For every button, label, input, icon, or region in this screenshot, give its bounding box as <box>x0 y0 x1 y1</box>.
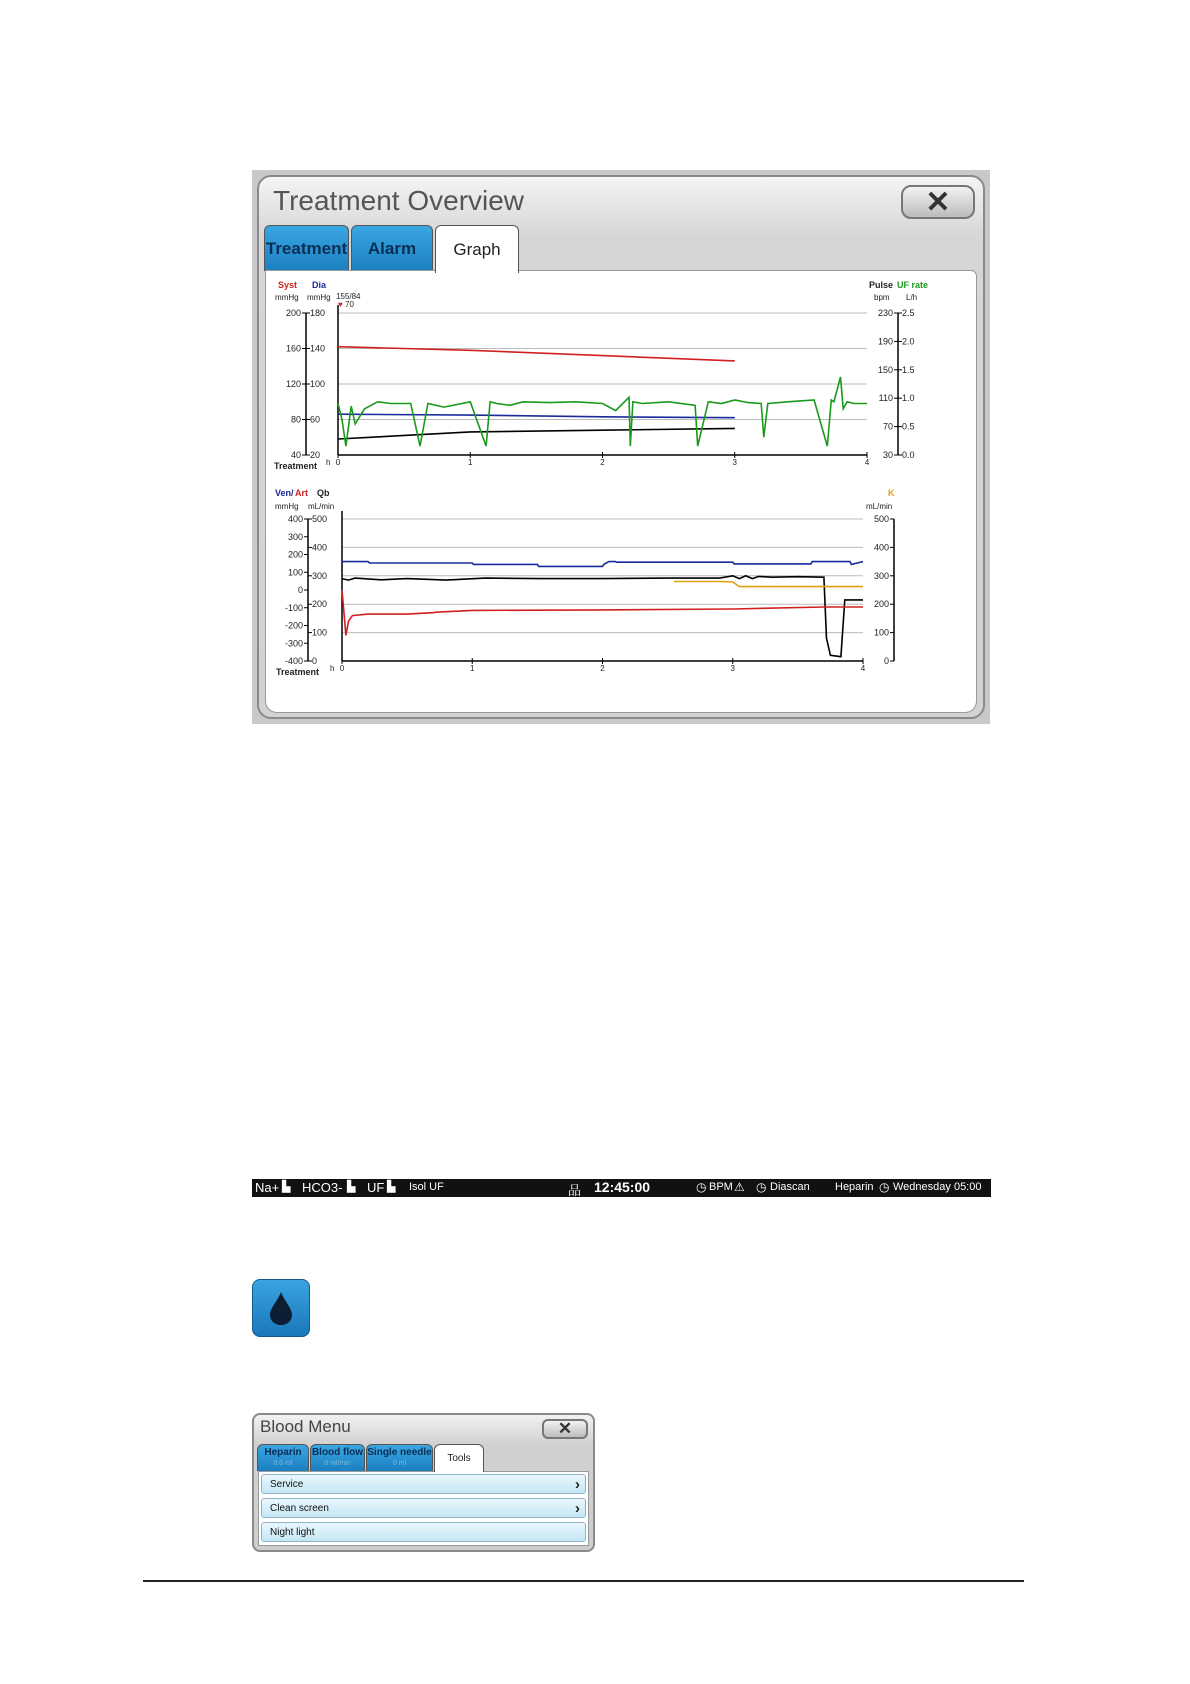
left-tick-label: 80 <box>290 414 301 425</box>
uf-unit-label: L/h <box>906 293 918 302</box>
network-icon: 品 <box>568 1183 582 1198</box>
tab-sublabel: 0.0 ml <box>273 1460 293 1467</box>
right-tick-label: 0.5 <box>902 421 915 432</box>
left-tick-label: -200 <box>284 620 303 631</box>
profile-icon: ▙ <box>387 1181 396 1193</box>
pressure-unit-label: mmHg <box>275 502 299 511</box>
left-tick-label: 160 <box>285 343 301 354</box>
left-tick-label: 140 <box>310 343 326 354</box>
treatment-overview-window <box>252 170 990 724</box>
uf-rate-label: UF rate <box>897 280 929 290</box>
tab-heparin[interactable] <box>257 1444 309 1471</box>
na-indicator: Na+ <box>255 1180 280 1195</box>
right-tick-label: 300 <box>873 570 889 581</box>
syst-unit-label: mmHg <box>275 293 299 302</box>
left-tick-label: 60 <box>310 414 321 425</box>
right-tick-label: 200 <box>873 599 889 610</box>
series-line <box>338 377 867 446</box>
left-tick-label: 40 <box>290 450 301 460</box>
x-tick-label: 4 <box>860 664 866 673</box>
right-tick-label: 190 <box>877 336 893 347</box>
tab-label: Blood flow <box>311 1447 364 1458</box>
graph-panel <box>265 270 977 713</box>
right-tick-label: 230 <box>877 308 893 318</box>
pulse-annotation: 70 <box>345 300 354 309</box>
graph-area <box>266 271 978 711</box>
x-tick-label: 2 <box>600 458 605 467</box>
right-tick-label: 0 <box>883 656 889 666</box>
day-time-indicator: Wednesday 05:00 <box>893 1181 982 1193</box>
bp-annotation: 155/84 <box>336 292 361 301</box>
close-button[interactable] <box>901 185 975 219</box>
close-icon: ✕ <box>557 1419 573 1438</box>
dia-label: Dia <box>312 280 327 290</box>
x-tick-label: 1 <box>470 664 475 673</box>
tab-treatment[interactable]: Treatment <box>264 225 349 271</box>
x-unit-label: h <box>326 458 331 467</box>
close-icon: ✕ <box>925 185 951 219</box>
isol-uf-indicator: Isol UF <box>409 1181 444 1193</box>
right-tick-label: 100 <box>873 627 889 638</box>
left-tick-label: 400 <box>287 514 303 524</box>
left-tick-label: 200 <box>312 599 328 610</box>
series-line <box>342 590 863 635</box>
syst-label: Syst <box>278 280 298 290</box>
x-tick-label: 0 <box>335 458 341 467</box>
tools-menu-list <box>258 1471 589 1546</box>
dia-unit-label: mmHg <box>307 293 331 302</box>
warning-icon: ⚠ <box>734 1180 745 1194</box>
clock-time: 12:45:00 <box>594 1179 651 1195</box>
x-tick-label: 2 <box>600 664 605 673</box>
x-axis-title: Treatment <box>274 461 318 471</box>
window-title: Treatment Overview <box>273 185 525 216</box>
left-tick-label: 200 <box>287 549 303 560</box>
left-tick-label: 100 <box>310 379 326 389</box>
x-axis-title: Treatment <box>276 667 320 677</box>
left-tick-label: 180 <box>310 308 326 318</box>
window-frame <box>252 1413 595 1552</box>
tab-label: Tools <box>447 1453 471 1464</box>
right-tick-label: 150 <box>877 364 893 375</box>
ven-label: Ven/ <box>275 488 294 498</box>
x-unit-label: h <box>330 664 335 673</box>
left-tick-label: 300 <box>312 570 328 581</box>
right-tick-label: 500 <box>873 514 889 524</box>
profile-icon: ▙ <box>282 1181 291 1193</box>
window-title: Blood Menu <box>260 1417 351 1436</box>
k-label: K <box>888 488 895 498</box>
art-label: Art <box>295 488 308 498</box>
right-tick-label: 2.0 <box>902 336 915 347</box>
tab-graph[interactable]: Graph <box>435 225 519 273</box>
right-tick-label: 1.0 <box>902 393 915 404</box>
tab-alarm[interactable]: Alarm <box>351 225 433 271</box>
right-tick-label: 400 <box>873 542 889 553</box>
right-tick-label: 30 <box>882 450 893 460</box>
x-tick-label: 3 <box>732 458 737 467</box>
x-tick-label: 1 <box>468 458 473 467</box>
left-tick-label: -300 <box>284 638 303 649</box>
clock-icon: ◷ <box>696 1180 707 1194</box>
left-tick-label: -400 <box>284 656 303 666</box>
left-tick-label: 100 <box>312 627 328 638</box>
left-tick-label: 0 <box>297 585 303 595</box>
x-tick-label: 0 <box>339 664 345 673</box>
qb-label: Qb <box>317 488 330 498</box>
left-tick-label: 400 <box>312 542 328 553</box>
chevron-right-icon: › <box>575 1476 580 1493</box>
series-line <box>338 428 735 439</box>
blood-menu-window <box>252 1413 595 1552</box>
tab-blood-flow[interactable] <box>310 1444 365 1471</box>
series-line <box>342 562 863 567</box>
pulse-unit-label: bpm <box>874 293 890 302</box>
left-tick-label: 300 <box>287 531 303 542</box>
qb-unit-label: mL/min <box>308 502 335 511</box>
right-tick-label: 0.0 <box>902 450 915 460</box>
tab-sublabel: 0 ml/min <box>324 1460 351 1467</box>
heart-icon: ♥ <box>338 300 343 309</box>
series-line <box>338 414 735 418</box>
hco3-indicator: HCO3- <box>302 1180 343 1195</box>
left-tick-label: -100 <box>284 602 303 613</box>
profile-icon: ▙ <box>347 1181 356 1193</box>
page-divider <box>143 1580 1024 1582</box>
x-tick-label: 4 <box>864 458 870 467</box>
tab-label: Single needle <box>367 1447 432 1458</box>
diascan-indicator[interactable]: Diascan <box>770 1181 810 1193</box>
left-tick-label: 0 <box>312 656 318 666</box>
blood-drop-icon <box>253 1280 309 1336</box>
uf-indicator: UF <box>367 1180 385 1195</box>
left-tick-label: 500 <box>312 514 328 524</box>
left-tick-label: 20 <box>310 450 321 460</box>
right-tick-label: 110 <box>878 393 893 404</box>
clock-icon: ◷ <box>879 1180 890 1194</box>
status-bar <box>252 1179 991 1197</box>
tab-tools[interactable] <box>434 1444 484 1472</box>
tab-label: Heparin <box>264 1447 302 1458</box>
k-unit-label: mL/min <box>866 502 893 511</box>
tab-sublabel: 0 ml <box>392 1460 407 1467</box>
left-tick-label: 200 <box>285 308 301 318</box>
menu-item-label: Clean screen <box>270 1503 329 1514</box>
blood-menu-button[interactable] <box>252 1279 310 1337</box>
close-button[interactable] <box>542 1419 588 1439</box>
pulse-label: Pulse <box>869 280 894 290</box>
bpm-indicator[interactable]: BPM <box>709 1181 733 1193</box>
menu-item-label: Service <box>270 1479 304 1490</box>
right-tick-label: 2.5 <box>902 308 915 318</box>
chevron-right-icon: › <box>575 1500 580 1517</box>
series-line <box>674 582 863 587</box>
series-line <box>342 576 863 657</box>
window-frame <box>257 175 985 719</box>
x-tick-label: 3 <box>730 664 735 673</box>
right-tick-label: 1.5 <box>902 364 915 375</box>
menu-item-night-light[interactable] <box>261 1522 586 1542</box>
right-tick-label: 70 <box>882 421 893 432</box>
heparin-indicator[interactable]: Heparin <box>835 1181 874 1193</box>
clock-icon: ◷ <box>756 1180 767 1194</box>
left-tick-label: 100 <box>287 567 303 578</box>
menu-item-label: Night light <box>270 1527 315 1538</box>
menu-item-clean-screen[interactable] <box>261 1498 586 1518</box>
menu-item-service[interactable] <box>261 1474 586 1494</box>
left-tick-label: 120 <box>285 379 301 389</box>
tab-single-needle[interactable] <box>366 1444 433 1471</box>
